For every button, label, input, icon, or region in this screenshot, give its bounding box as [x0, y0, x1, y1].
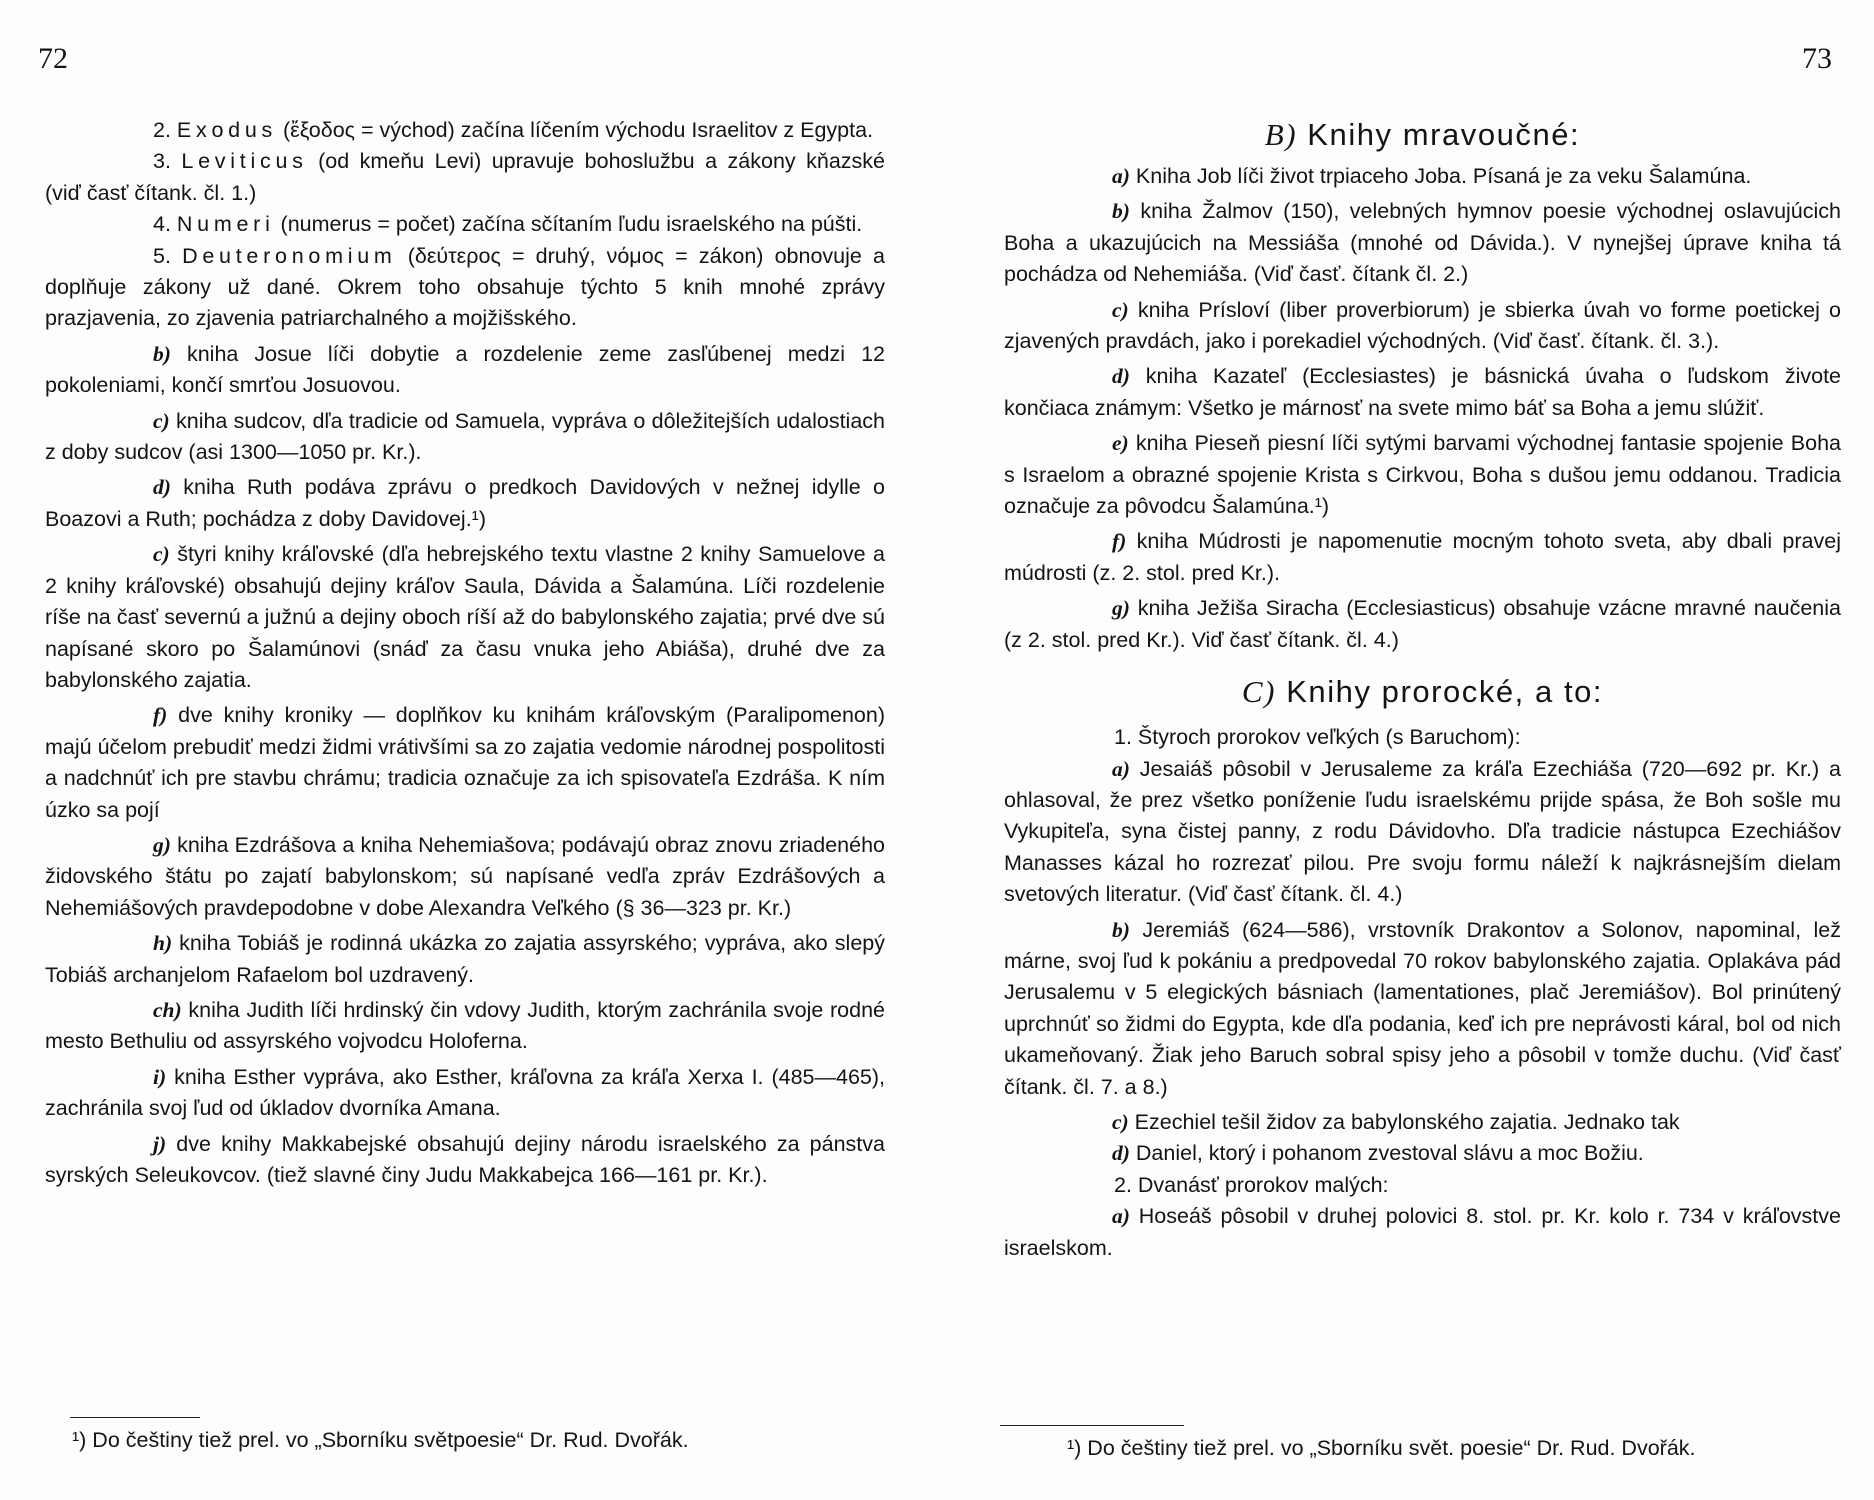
- paragraph-judith: ch) kniha Judith líči hrdinský čin vdovy Judith, ktorým zachránila svoje rodné mesto Bethuliu od assyrského vojvodcu Holoferna.: [45, 997, 885, 1054]
- item-label: b): [153, 341, 171, 366]
- footnote: ¹) Do češtiny tiež prel. vo „Sborníku světpoesie“ Dr. Rud. Dvořák.: [72, 1428, 689, 1452]
- subheading-malych: 2. Dvanásť prorokov malých:: [1114, 1172, 1389, 1197]
- paragraph-ezechiel: c) Ezechiel tešil židov za babylonského zajatia. Jednako tak: [1112, 1109, 1680, 1134]
- item-label: a): [1112, 164, 1130, 188]
- item-label: a): [1112, 1204, 1130, 1229]
- paragraph-tobias: h) kniha Tobiáš je rodinná ukázka zo zajatia assyrského; vypráva, ako slepý Tobiáš archanjelom Rafaelom bol uzdravený.: [45, 931, 885, 987]
- paragraph-prislovi: c) kniha Prísloví (liber proverbiorum) je sbierka úvah vo forme poetickej o zjavených pravdách, jako i porekadiel východných. (Viď časť. čítank. čl. 3.).: [1004, 297, 1841, 354]
- paragraph-kralovske: c) štyri knihy kráľovské (dľa hebrejského textu vlastne 2 knihy Samuelove a 2 knihy kráľovské) obsahujú dejiny kráľov Saula, Dávida a Šalamúna. Líči rozdelenie ríše na časť severnú a južnú a dejiny oboch ríší až do babylonského zajatia; prvé dve sú napísané skoro po Šalamúnovi (snáď za času vnuka jeho Abiáša), druhé dve za babylonského zajatia.: [45, 542, 885, 692]
- item-label: c): [1112, 1109, 1129, 1134]
- item-label: c): [153, 542, 170, 567]
- book-name: Exodus: [176, 118, 277, 142]
- book-name: Deuteronomium: [182, 243, 397, 268]
- paragraph-jeremias: b) Jeremiáš (624—586), vrstovník Drakontov a Solonov, napominal, lež márne, svoj ľud k pokániu a predpovedal 70 rokov babylonského zajatia. Oplakáva pád Jerusalemu v 5 elegických básniach (lamentationes, plač Jeremiášov). Bol prinútený uprchnúť so židmi do Egypta, kde dľa podania, keď ich pre neprávosti káral, bol od nich ukameňovaný. Žiak jeho Baruch sobral spisy jeho a pôsobil v tomže duchu. (Viď časť čítank. čl. 7. a 8.): [1004, 917, 1841, 1099]
- item-label: i): [153, 1064, 167, 1089]
- paragraph-kroniky: f) dve knihy kroniky — doplňkov ku knihám kráľovským (Paralipomenon) majú účelom prebudiť medzi židmi vrátivšími sa zo zajatia vedomie národnej pospolitosti a nadchnúť ich pre stavbu chrámu; tradicia označuje za ich spisovateľa Ezdráša. K ním úzko sa pojí: [45, 703, 885, 822]
- item-label: d): [1112, 364, 1130, 389]
- paragraph-ruth: d) kniha Ruth podáva zprávu o predkoch Davidových v nežnej idylle o Boazovi a Ruth; pochádza z doby Davidovej.¹): [45, 475, 885, 531]
- paragraph-siracha: g) kniha Ježiša Siracha (Ecclesiasticus) obsahuje vzácne mravné naučenia (z 2. stol. pred Kr.). Viď časť čítank. čl. 4.): [1004, 596, 1841, 652]
- footnote-rule: [70, 1417, 200, 1418]
- text-column: [1004, 115, 1841, 1268]
- item-label: g): [153, 832, 171, 857]
- paragraph-esther: i) kniha Esther vypráva, ako Esther, kráľovna za kráľa Xerxa I. (485—465), zachránila svoj ľud od úkladov dvorníka Amana.: [45, 1064, 885, 1121]
- item-label: c): [153, 408, 170, 433]
- paragraph-ezdras: g) kniha Ezdrášova a kniha Nehemiašova; podávajú obraz znovu zriadeného židovského štátu po zajatí babylonskom; sú napísané vedľa zpráv Ezdrášových a Nehemiášových pravdepodobne v dobe Alexandra Veľkého (§ 36—323 pr. Kr.): [45, 832, 885, 920]
- item-label: a): [1112, 756, 1130, 781]
- item-label: b): [1112, 199, 1130, 224]
- footnote-rule: [1000, 1425, 1184, 1426]
- item-label: ch): [153, 997, 182, 1022]
- item-label: f): [153, 703, 168, 728]
- item-label: j): [153, 1131, 167, 1156]
- item-label: c): [1112, 297, 1129, 322]
- paragraph-exodus: 2. Exodus (ἔξοδος = východ) začína líčením východu Israelitov z Egypta.: [153, 118, 874, 142]
- right-page: [937, 0, 1874, 1500]
- paragraph-makkabejske: j) dve knihy Makkabejské obsahujú dejiny národu israelského za pánstva syrských Seleukovcov. (tiež slavné činy Judu Makkabejca 166—161 pr. Kr.).: [45, 1131, 885, 1187]
- paragraph-numeri: 4. Numeri (numerus = počet) začína sčítaním ľudu israelského na púšti.: [153, 212, 863, 237]
- paragraph-josue: b) kniha Josue líči dobytie a rozdelenie zeme zasľúbenej medzi 12 pokoleniami, končí smrťou Josuovou.: [45, 341, 885, 398]
- item-label: g): [1112, 596, 1130, 621]
- paragraph-jesaias: a) Jesaiáš pôsobil v Jerusaleme za kráľa Ezechiáša (720—692 pr. Kr.) a ohlasoval, že prez všetko poníženie ľudu israelskému prijde spása, že Boh sošle mu Vykupiteľa, syna čistej panny, z rodu Dávidovho. Dľa tradicie nástupca Ezechiášov Manasses kázal ho rozrezať pilou. Pre svoju formu náleží k najkrásnejším dielam svetových literatur. (Viď časť čítank. čl. 4.): [1004, 756, 1841, 907]
- item-label: f): [1112, 529, 1127, 554]
- page-number: 72: [38, 42, 68, 75]
- paragraph-deuteronomium: 5. Deuteronomium (δεύτερος = druhý, νόμος = zákon) obnovuje a doplňuje zákony už dané. Okrem toho obsahuje týchto 5 knih mnohé zprávy prazjavenia, zo zjavenia patriarchalného a mojžišského.: [45, 243, 885, 331]
- paragraph-leviticus: 3. Leviticus (od kmeňu Levi) upravuje bohoslužbu a zákony kňazské (viď časť čítank. čl. 1.): [45, 149, 885, 205]
- paragraph-daniel: d) Daniel, ktorý i pohanom zvestoval slávu a moc Božiu.: [1112, 1141, 1644, 1166]
- paragraph-kazatel: d) kniha Kazateľ (Ecclesiastes) je básnická úvaha o ľudskom živote končiaca známym: Všetko je márnosť na svete mimo báť sa Boha a jemu slúžiť.: [1004, 364, 1841, 420]
- text-column: [45, 115, 885, 1195]
- section-heading-c: C) Knihy prorocké, a to:: [1241, 674, 1604, 710]
- book-name: Numeri: [176, 212, 275, 237]
- item-label: d): [1112, 1141, 1130, 1166]
- section-heading-b: B) Knihy mravoučné:: [1264, 117, 1581, 152]
- item-label: d): [153, 475, 171, 500]
- item-label: e): [1112, 431, 1129, 456]
- paragraph-job: a) Kniha Job líči život trpiaceho Joba. Písaná je za veku Šalamúna.: [1112, 164, 1752, 188]
- book-name: Leviticus: [181, 149, 308, 174]
- paragraph-mudrosti: f) kniha Múdrosti je napomenutie mocným tohoto sveta, aby dbali pravej múdrosti (z. 2. stol. pred Kr.).: [1004, 529, 1841, 585]
- paragraph-piesen: e) kniha Pieseň piesní líči sytými barvami východnej fantasie spojenie Boha s Israelom a obrazné spojenie Krista s Cirkvou, Boha s dušou jemu oddanou. Tradicia označuje za pôvodcu Šalamúna.¹): [1004, 431, 1841, 519]
- item-label: h): [153, 931, 173, 956]
- subheading-velkych: 1. Štyroch prorokov veľkých (s Baruchom):: [1114, 725, 1521, 750]
- item-label: b): [1112, 917, 1130, 942]
- footnote: ¹) Do češtiny tiež prel. vo „Sborníku svět. poesie“ Dr. Rud. Dvořák.: [1067, 1436, 1696, 1460]
- paragraph-zalmov: b) kniha Žalmov (150), velebných hymnov poesie východnej oslavujúcich Boha a ukazujúcich na Messiáša (mnohé od Dávida.). V nynejšej úprave kniha tá pochádza od Nehemiáša. (Viď časť. čítank čl. 2.): [1004, 199, 1841, 287]
- paragraph-hoseas: a) Hoseáš pôsobil v druhej polovici 8. stol. pr. Kr. kolo r. 734 v kráľovstve israelskom.: [1004, 1204, 1841, 1260]
- paragraph-sudcov: c) kniha sudcov, dľa tradicie od Samuela, vypráva o dôležitejších udalostiach z doby sudcov (asi 1300—1050 pr. Kr.).: [45, 408, 885, 465]
- page-number: 73: [1802, 42, 1832, 75]
